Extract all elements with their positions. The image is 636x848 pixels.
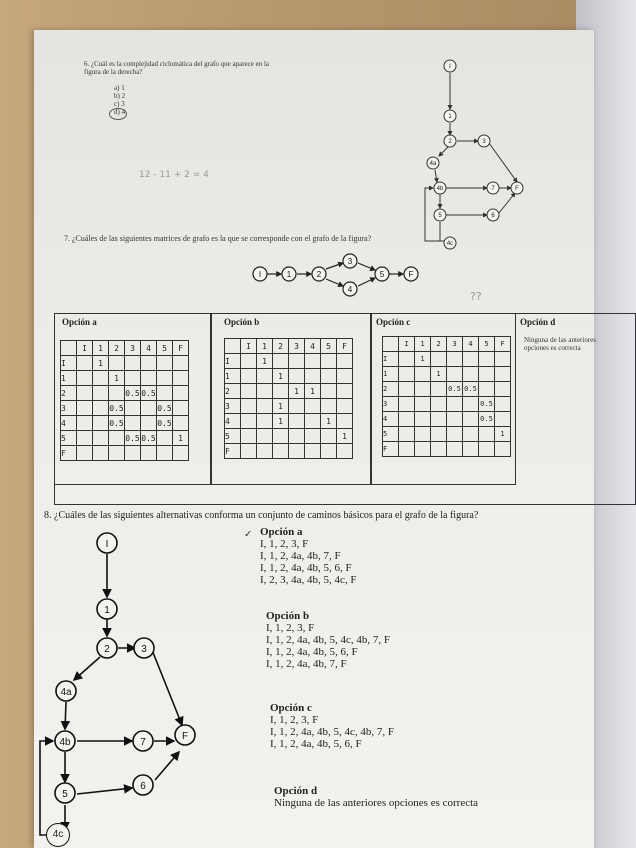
matrix-cell bbox=[173, 356, 189, 371]
q8-graph-node: 4b bbox=[59, 737, 71, 748]
matrix-cell bbox=[125, 371, 141, 386]
matrix-row-label: 4 bbox=[383, 412, 399, 427]
matrix-row-label: 5 bbox=[225, 429, 241, 444]
matrix-cell bbox=[241, 429, 257, 444]
q8-question: 8. ¿Cuáles de las siguientes alternativas conforma un conjunto de caminos básicos para el grafo de la figura? bbox=[44, 510, 479, 521]
matrix-header-cell: 2 bbox=[273, 339, 289, 354]
matrix-cell bbox=[93, 431, 109, 446]
matrix-row bbox=[225, 384, 353, 399]
matrix-header-cell: 3 bbox=[125, 341, 141, 356]
matrix-cell bbox=[241, 369, 257, 384]
matrix-cell bbox=[289, 399, 305, 414]
matrix-row-label: F bbox=[383, 442, 399, 457]
q8-graph-node: 2 bbox=[104, 644, 110, 655]
q7-handwritten-note: ?? bbox=[470, 290, 482, 303]
matrix-row bbox=[383, 382, 511, 397]
matrix-row bbox=[383, 352, 511, 367]
matrix-corner-cell bbox=[225, 339, 241, 354]
matrix-row bbox=[61, 431, 189, 446]
exam-sheet bbox=[34, 30, 594, 848]
matrix-cell bbox=[399, 427, 415, 442]
matrix-cell bbox=[431, 412, 447, 427]
matrix-cell bbox=[463, 367, 479, 382]
matrix-cell bbox=[321, 399, 337, 414]
matrix-row bbox=[61, 371, 189, 386]
matrix-cell bbox=[463, 352, 479, 367]
q8-checkmark-icon: ✓ bbox=[244, 529, 253, 540]
q7-option-d-title: Opción d bbox=[520, 317, 556, 327]
q8-graph-node: 5 bbox=[62, 789, 68, 800]
q7-graph-node: I bbox=[258, 270, 262, 279]
matrix-row-label: I bbox=[225, 354, 241, 369]
matrix-row bbox=[383, 367, 511, 382]
q8-path: I, 1, 2, 4a, 4b, 7, F bbox=[260, 550, 341, 562]
matrix-cell: 1 bbox=[337, 429, 353, 444]
matrix-cell bbox=[337, 399, 353, 414]
q8-path: Ninguna de las anteriores opciones es correcta bbox=[274, 797, 479, 809]
matrix-row-label: 4 bbox=[225, 414, 241, 429]
matrix-row bbox=[383, 442, 511, 457]
matrix-cell bbox=[125, 401, 141, 416]
q8-path: I, 1, 2, 4a, 4b, 5, 4c, 4b, 7, F bbox=[270, 726, 395, 738]
q7-option-a-title: Opción a bbox=[62, 317, 97, 327]
matrix-cell bbox=[337, 354, 353, 369]
matrix-cell: 1 bbox=[109, 371, 125, 386]
matrix-header-row bbox=[225, 339, 353, 354]
matrix-cell bbox=[141, 356, 157, 371]
matrix-cell: 1 bbox=[431, 367, 447, 382]
matrix-cell bbox=[399, 367, 415, 382]
matrix-cell bbox=[109, 446, 125, 461]
matrix-cell bbox=[431, 352, 447, 367]
matrix-cell bbox=[289, 354, 305, 369]
q7-graph-node: 1 bbox=[286, 270, 292, 279]
q6-question bbox=[84, 60, 374, 76]
matrix-cell bbox=[77, 446, 93, 461]
q8-option-d bbox=[274, 785, 594, 809]
matrix-cell bbox=[109, 431, 125, 446]
matrix-cell bbox=[337, 414, 353, 429]
matrix-row bbox=[225, 369, 353, 384]
q6-graph-node: 3 bbox=[482, 139, 486, 145]
matrix-header-row bbox=[383, 337, 511, 352]
matrix-cell bbox=[241, 414, 257, 429]
q8-path: I, 1, 2, 3, F bbox=[270, 714, 319, 726]
matrix-row bbox=[225, 399, 353, 414]
matrix-header-cell: F bbox=[173, 341, 189, 356]
matrix-cell bbox=[173, 386, 189, 401]
matrix-row bbox=[61, 446, 189, 461]
matrix-row-label: 3 bbox=[61, 401, 77, 416]
matrix-row bbox=[225, 429, 353, 444]
matrix-cell bbox=[77, 386, 93, 401]
matrix-cell bbox=[463, 427, 479, 442]
matrix-header-cell: 2 bbox=[431, 337, 447, 352]
q6-graph-node: 6 bbox=[491, 213, 495, 219]
q6-graph-node: 4b bbox=[436, 186, 444, 192]
matrix-cell bbox=[305, 354, 321, 369]
matrix-cell: 0.5 bbox=[125, 386, 141, 401]
matrix-header-cell: I bbox=[77, 341, 93, 356]
q7-option-a-matrix bbox=[60, 340, 189, 461]
q8-path: I, 1, 2, 3, F bbox=[260, 538, 309, 550]
matrix-cell bbox=[495, 367, 511, 382]
matrix-cell bbox=[93, 446, 109, 461]
matrix-cell bbox=[289, 444, 305, 459]
q7-graph-node: 3 bbox=[347, 257, 353, 266]
matrix-header-cell: 4 bbox=[305, 339, 321, 354]
matrix-header-cell: I bbox=[241, 339, 257, 354]
matrix-cell: 0.5 bbox=[479, 412, 495, 427]
q6-graph-node: I bbox=[449, 64, 451, 70]
matrix-cell bbox=[241, 384, 257, 399]
q7-graph-node: 5 bbox=[379, 270, 385, 279]
q8-path: I, 1, 2, 4a, 4b, 5, 6, F bbox=[266, 646, 358, 658]
matrix-cell bbox=[257, 429, 273, 444]
q7-graph-node: 4 bbox=[347, 285, 353, 294]
matrix-row bbox=[61, 416, 189, 431]
matrix-cell bbox=[157, 431, 173, 446]
matrix-cell bbox=[273, 429, 289, 444]
matrix-row-label: F bbox=[225, 444, 241, 459]
q8-graph-node: F bbox=[181, 731, 189, 742]
q8-graph-node: 6 bbox=[140, 781, 146, 792]
matrix-cell bbox=[305, 444, 321, 459]
matrix-cell bbox=[109, 386, 125, 401]
matrix-cell: 0.5 bbox=[463, 382, 479, 397]
matrix-cell bbox=[415, 382, 431, 397]
matrix-cell bbox=[157, 446, 173, 461]
q6-graph-node: 1 bbox=[448, 114, 452, 120]
matrix-cell bbox=[431, 382, 447, 397]
matrix-cell bbox=[479, 442, 495, 457]
q6-option-c: c) 3 bbox=[114, 100, 125, 108]
q8-graph-node: 7 bbox=[140, 737, 146, 748]
matrix-cell: 0.5 bbox=[109, 416, 125, 431]
matrix-cell bbox=[431, 442, 447, 457]
matrix-cell bbox=[157, 356, 173, 371]
matrix-cell bbox=[337, 369, 353, 384]
matrix-row-label: 2 bbox=[61, 386, 77, 401]
matrix-row-label: 1 bbox=[383, 367, 399, 382]
matrix-cell bbox=[157, 386, 173, 401]
matrix-cell bbox=[77, 371, 93, 386]
matrix-cell bbox=[257, 399, 273, 414]
matrix-cell bbox=[321, 354, 337, 369]
matrix-cell bbox=[305, 429, 321, 444]
matrix-row bbox=[61, 401, 189, 416]
matrix-cell bbox=[305, 414, 321, 429]
q6-option-b: b) 2 bbox=[114, 92, 126, 100]
q8-path: I, 1, 2, 4a, 4b, 5, 6, F bbox=[270, 738, 362, 750]
q6-graph bbox=[400, 58, 530, 247]
matrix-row-label: 3 bbox=[383, 397, 399, 412]
matrix-cell bbox=[479, 352, 495, 367]
q7-question: 7. ¿Cuáles de las siguientes matrices de grafo es la que se corresponde con el grafo de la figura? bbox=[64, 234, 372, 243]
matrix-cell bbox=[321, 369, 337, 384]
q7-option-b-title: Opción b bbox=[224, 317, 260, 327]
matrix-cell bbox=[479, 367, 495, 382]
q7-option-d-text: Ninguna de las anteriores opciones es correcta bbox=[524, 336, 596, 352]
matrix-cell bbox=[173, 371, 189, 386]
matrix-cell bbox=[241, 444, 257, 459]
q8-graph-node: 4a bbox=[60, 687, 72, 698]
q6-handwritten-note: 12 - 11 + 2 = 4 bbox=[139, 170, 209, 180]
matrix-cell bbox=[125, 356, 141, 371]
matrix-cell: 1 bbox=[273, 399, 289, 414]
matrix-cell bbox=[273, 444, 289, 459]
matrix-cell bbox=[305, 369, 321, 384]
q7-option-c-title: Opción c bbox=[376, 317, 411, 327]
matrix-row-label: F bbox=[61, 446, 77, 461]
matrix-cell bbox=[431, 397, 447, 412]
matrix-cell bbox=[273, 354, 289, 369]
matrix-cell: 1 bbox=[93, 356, 109, 371]
q8-path: I, 2, 3, 4a, 4b, 5, 4c, F bbox=[260, 574, 357, 586]
q7-graph bbox=[249, 252, 439, 302]
matrix-cell bbox=[289, 369, 305, 384]
matrix-row bbox=[61, 386, 189, 401]
q8-option-b bbox=[266, 610, 586, 670]
matrix-row bbox=[383, 427, 511, 442]
matrix-cell bbox=[415, 397, 431, 412]
q6-graph-node: 7 bbox=[491, 186, 495, 192]
matrix-cell bbox=[447, 397, 463, 412]
matrix-row bbox=[383, 412, 511, 427]
matrix-cell bbox=[157, 371, 173, 386]
matrix-cell bbox=[93, 401, 109, 416]
matrix-cell: 0.5 bbox=[141, 386, 157, 401]
matrix-corner-cell bbox=[61, 341, 77, 356]
matrix-cell bbox=[399, 382, 415, 397]
matrix-cell: 1 bbox=[305, 384, 321, 399]
matrix-cell bbox=[479, 427, 495, 442]
matrix-corner-cell bbox=[383, 337, 399, 352]
matrix-cell bbox=[399, 397, 415, 412]
matrix-cell: 0.5 bbox=[109, 401, 125, 416]
matrix-cell bbox=[463, 412, 479, 427]
matrix-cell bbox=[141, 446, 157, 461]
q6-graph-node: 4a bbox=[429, 161, 437, 167]
matrix-cell bbox=[431, 427, 447, 442]
matrix-cell: 1 bbox=[273, 414, 289, 429]
matrix-row-label: 5 bbox=[61, 431, 77, 446]
matrix-cell: 0.5 bbox=[447, 382, 463, 397]
q8-path: I, 1, 2, 4a, 4b, 5, 6, F bbox=[260, 562, 352, 574]
matrix-header-cell: 2 bbox=[109, 341, 125, 356]
matrix-header-cell: 3 bbox=[447, 337, 463, 352]
matrix-cell bbox=[241, 399, 257, 414]
q7-option-c-matrix bbox=[382, 336, 511, 457]
matrix-cell bbox=[463, 442, 479, 457]
matrix-cell bbox=[93, 386, 109, 401]
matrix-row-label: I bbox=[61, 356, 77, 371]
matrix-cell bbox=[125, 416, 141, 431]
matrix-cell: 0.5 bbox=[125, 431, 141, 446]
matrix-cell bbox=[109, 356, 125, 371]
q8-path: I, 1, 2, 4a, 4b, 5, 4c, 4b, 7, F bbox=[266, 634, 391, 646]
matrix-cell bbox=[93, 371, 109, 386]
matrix-cell bbox=[399, 442, 415, 457]
matrix-cell bbox=[495, 412, 511, 427]
matrix-row bbox=[61, 356, 189, 371]
matrix-header-cell: F bbox=[337, 339, 353, 354]
q8-option-b-title: Opción b bbox=[266, 610, 310, 622]
matrix-cell bbox=[141, 371, 157, 386]
matrix-cell: 1 bbox=[173, 431, 189, 446]
q6-question-line1: 6. ¿Cuál es la complejidad ciclomática del grafo que aparece en la bbox=[84, 60, 270, 68]
matrix-cell bbox=[447, 427, 463, 442]
matrix-header-row bbox=[61, 341, 189, 356]
q6-answer-circle bbox=[109, 108, 127, 120]
matrix-cell bbox=[77, 356, 93, 371]
matrix-cell bbox=[241, 354, 257, 369]
matrix-cell bbox=[141, 416, 157, 431]
matrix-cell bbox=[257, 384, 273, 399]
matrix-row-label: 5 bbox=[383, 427, 399, 442]
q8-path: I, 1, 2, 4a, 4b, 7, F bbox=[266, 658, 347, 670]
matrix-header-cell: I bbox=[399, 337, 415, 352]
q6-option-d: d) 4 bbox=[114, 108, 126, 116]
matrix-header-cell: F bbox=[495, 337, 511, 352]
matrix-cell bbox=[495, 397, 511, 412]
matrix-cell bbox=[321, 444, 337, 459]
matrix-header-cell: 5 bbox=[157, 341, 173, 356]
matrix-row-label: 1 bbox=[225, 369, 241, 384]
matrix-cell bbox=[125, 446, 141, 461]
matrix-cell bbox=[305, 399, 321, 414]
matrix-cell: 1 bbox=[321, 414, 337, 429]
matrix-cell bbox=[141, 401, 157, 416]
q8-graph-node: 3 bbox=[141, 644, 147, 655]
matrix-row bbox=[383, 397, 511, 412]
matrix-cell bbox=[415, 412, 431, 427]
matrix-row-label: 2 bbox=[225, 384, 241, 399]
matrix-cell: 0.5 bbox=[157, 401, 173, 416]
matrix-cell bbox=[173, 416, 189, 431]
matrix-header-cell: 1 bbox=[93, 341, 109, 356]
matrix-cell bbox=[257, 414, 273, 429]
matrix-cell bbox=[173, 401, 189, 416]
matrix-cell bbox=[337, 444, 353, 459]
q6-graph-node: 5 bbox=[438, 213, 442, 219]
matrix-header-cell: 5 bbox=[479, 337, 495, 352]
q8-graph-node-4c: 4c bbox=[46, 823, 70, 847]
matrix-cell bbox=[337, 384, 353, 399]
matrix-cell bbox=[447, 412, 463, 427]
matrix-row-label: 4 bbox=[61, 416, 77, 431]
matrix-cell: 0.5 bbox=[141, 431, 157, 446]
q6-option-a: a) 1 bbox=[114, 84, 125, 92]
q8-graph bbox=[34, 530, 234, 830]
q8-graph-node: 1 bbox=[104, 605, 110, 616]
matrix-cell: 1 bbox=[289, 384, 305, 399]
matrix-cell: 1 bbox=[273, 369, 289, 384]
matrix-row-label: 2 bbox=[383, 382, 399, 397]
matrix-cell bbox=[399, 412, 415, 427]
q8-option-a bbox=[260, 526, 580, 586]
matrix-cell bbox=[289, 414, 305, 429]
q7-graph-node: 2 bbox=[316, 270, 322, 279]
matrix-header-cell: 3 bbox=[289, 339, 305, 354]
q8-option-c bbox=[270, 702, 590, 750]
matrix-cell bbox=[495, 352, 511, 367]
matrix-cell bbox=[415, 367, 431, 382]
q8-path: I, 1, 2, 3, F bbox=[266, 622, 315, 634]
matrix-cell bbox=[447, 442, 463, 457]
matrix-cell bbox=[415, 427, 431, 442]
matrix-cell bbox=[399, 352, 415, 367]
matrix-row-label: I bbox=[383, 352, 399, 367]
matrix-cell: 0.5 bbox=[157, 416, 173, 431]
matrix-cell: 1 bbox=[257, 354, 273, 369]
matrix-row bbox=[225, 414, 353, 429]
matrix-cell bbox=[321, 429, 337, 444]
matrix-cell bbox=[495, 382, 511, 397]
q7-graph-node: F bbox=[408, 270, 414, 279]
matrix-cell bbox=[447, 352, 463, 367]
matrix-header-cell: 4 bbox=[463, 337, 479, 352]
matrix-row-label: 1 bbox=[61, 371, 77, 386]
matrix-row bbox=[225, 444, 353, 459]
matrix-cell bbox=[273, 384, 289, 399]
matrix-cell bbox=[77, 401, 93, 416]
matrix-cell bbox=[415, 442, 431, 457]
matrix-row-label: 3 bbox=[225, 399, 241, 414]
matrix-cell: 1 bbox=[415, 352, 431, 367]
q6-question-line2: figura de la derecha? bbox=[84, 68, 143, 76]
matrix-cell bbox=[447, 367, 463, 382]
matrix-header-cell: 1 bbox=[415, 337, 431, 352]
matrix-row bbox=[225, 354, 353, 369]
q6-graph-node: 4c bbox=[446, 241, 454, 247]
matrix-cell bbox=[321, 384, 337, 399]
matrix-cell bbox=[289, 429, 305, 444]
matrix-cell bbox=[173, 446, 189, 461]
matrix-cell: 0.5 bbox=[479, 397, 495, 412]
q6-graph-node: F bbox=[515, 186, 519, 192]
matrix-cell bbox=[77, 416, 93, 431]
matrix-header-cell: 5 bbox=[321, 339, 337, 354]
matrix-header-cell: 4 bbox=[141, 341, 157, 356]
matrix-cell bbox=[93, 416, 109, 431]
matrix-cell bbox=[463, 397, 479, 412]
matrix-cell: 1 bbox=[495, 427, 511, 442]
q8-option-a-title: Opción a bbox=[260, 526, 303, 538]
matrix-cell bbox=[257, 444, 273, 459]
q8-option-c-title: Opción c bbox=[270, 702, 312, 714]
matrix-cell bbox=[479, 382, 495, 397]
q8-graph-node: I bbox=[105, 539, 109, 550]
q7-option-b-matrix bbox=[224, 338, 353, 459]
matrix-cell bbox=[495, 442, 511, 457]
matrix-header-cell: 1 bbox=[257, 339, 273, 354]
matrix-cell bbox=[257, 369, 273, 384]
q8-option-d-title: Opción d bbox=[274, 785, 318, 797]
q6-graph-node: 2 bbox=[448, 139, 452, 145]
matrix-cell bbox=[77, 431, 93, 446]
